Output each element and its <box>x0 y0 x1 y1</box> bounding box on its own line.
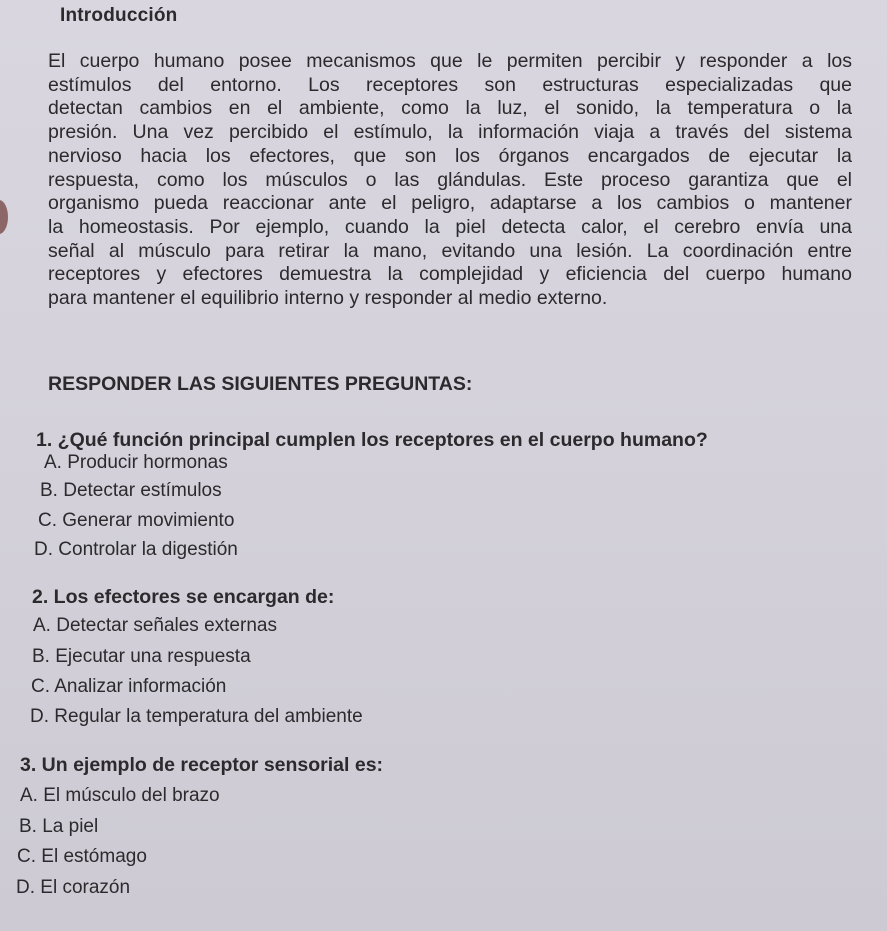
question-2-option-a: A. Detectar señales externas <box>33 615 277 636</box>
intro-paragraph <box>48 50 852 311</box>
question-2-option-c: C. Analizar información <box>31 676 227 697</box>
intro-line: nervioso hacia los efectores, que son los órganos encargados de ejecutar la <box>48 144 852 167</box>
question-3-option-a: A. El músculo del brazo <box>20 785 220 806</box>
section-heading: RESPONDER LAS SIGUIENTES PREGUNTAS: <box>48 373 473 395</box>
question-3-option-c: C. El estómago <box>17 846 147 867</box>
question-3-option-d: D. El corazón <box>16 877 131 898</box>
question-text: 2. Los efectores se encargan de: <box>32 586 335 608</box>
intro-line: organismo pueda reaccionar ante el peligro, adaptarse a los cambios o mantener <box>48 192 852 215</box>
question-1-option-b: B. Detectar estímulos <box>40 480 222 501</box>
question-2-option-b: B. Ejecutar una respuesta <box>32 646 251 667</box>
intro-line: respuesta, como los músculos o las glándulas. Este proceso garantiza que el <box>48 168 852 191</box>
question-1-option-a: A. Producir hormonas <box>44 452 228 473</box>
question-1 <box>36 429 708 452</box>
intro-line: señal al músculo para retirar la mano, evitando una lesión. La coordinación entre <box>48 239 852 262</box>
intro-line: presión. Una vez percibido el estímulo, la información viaja a través del sistema <box>48 121 852 144</box>
intro-line: estímulos del entorno. Los receptores son estructuras especializadas que <box>48 73 852 96</box>
question-1-option-c: C. Generar movimiento <box>38 510 235 531</box>
question-2-option-d: D. Regular la temperatura del ambiente <box>30 706 363 727</box>
intro-line: para mantener el equilibrio interno y responder al medio externo. <box>48 287 608 310</box>
intro-line: la homeostasis. Por ejemplo, cuando la piel detecta calor, el cerebro envía una <box>48 215 852 238</box>
intro-line: receptores y efectores demuestra la complejidad y eficiencia del cuerpo humano <box>48 263 852 286</box>
question-2 <box>32 586 334 609</box>
intro-title: Introducción <box>60 5 178 26</box>
intro-line: El cuerpo humano posee mecanismos que le permiten percibir y responder a los <box>48 50 852 72</box>
question-text: 1. ¿Qué función principal cumplen los receptores en el cuerpo humano? <box>36 429 708 451</box>
page-edge-mark <box>0 200 8 234</box>
question-3 <box>20 754 383 777</box>
question-text: 3. Un ejemplo de receptor sensorial es: <box>20 754 384 776</box>
question-1-option-d: D. Controlar la digestión <box>34 539 238 560</box>
intro-line: detectan cambios en el ambiente, como la luz, el sonido, la temperatura o la <box>48 97 852 120</box>
question-3-option-b: B. La piel <box>19 816 99 837</box>
